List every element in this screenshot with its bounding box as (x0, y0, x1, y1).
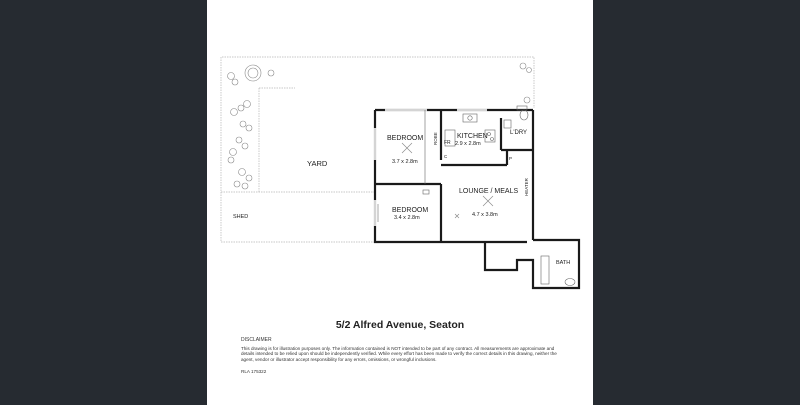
kitchen-label: KITCHEN (457, 133, 488, 140)
lounge-meals-label: LOUNGE / MEALS (459, 188, 519, 195)
shed-label: SHED (233, 214, 249, 220)
laundry-label: L'DRY (510, 130, 528, 136)
robe-label: ROBE (433, 132, 438, 145)
bedroom-2-size: 3.4 x 2.8m (394, 215, 420, 221)
bedroom-1-size: 3.7 x 2.8m (392, 159, 418, 165)
fixtures (423, 106, 575, 286)
bath-label: BATH (556, 260, 571, 266)
reference-number: RLA 175322 (241, 369, 267, 374)
property-address-title: 5/2 Alfred Avenue, Seaton (335, 319, 465, 331)
cupboard-label: C (444, 154, 448, 159)
kitchen-size: 2.9 x 2.8m (455, 141, 481, 147)
lounge-meals-size: 4.7 x 3.8m (472, 212, 498, 218)
bedroom-2-label: BEDROOM (392, 207, 429, 214)
garden-shrubs (228, 63, 532, 189)
pantry-label: P (509, 156, 513, 161)
yard-label: YARD (307, 159, 328, 168)
disclaimer-heading: DISCLAIMER (241, 337, 272, 343)
floor-plan-sheet (207, 0, 593, 405)
fridge-label: FR (444, 140, 451, 146)
floor-plan-drawing (207, 0, 593, 405)
bedroom-1-label: BEDROOM (387, 135, 424, 142)
heater-label: HEATER (524, 178, 529, 196)
disclaimer-text: This drawing is for illustration purposes only. The information contained is NOT intended to be part of any contract. All measurements are approximate and details intended to be relied upon should be independently verified. While every effort has been made to verify the correct details in this drawing, neither the agent, vendor or illustrator accept responsibility for any errors, omissions, or wrongful inclusions. (241, 346, 557, 362)
